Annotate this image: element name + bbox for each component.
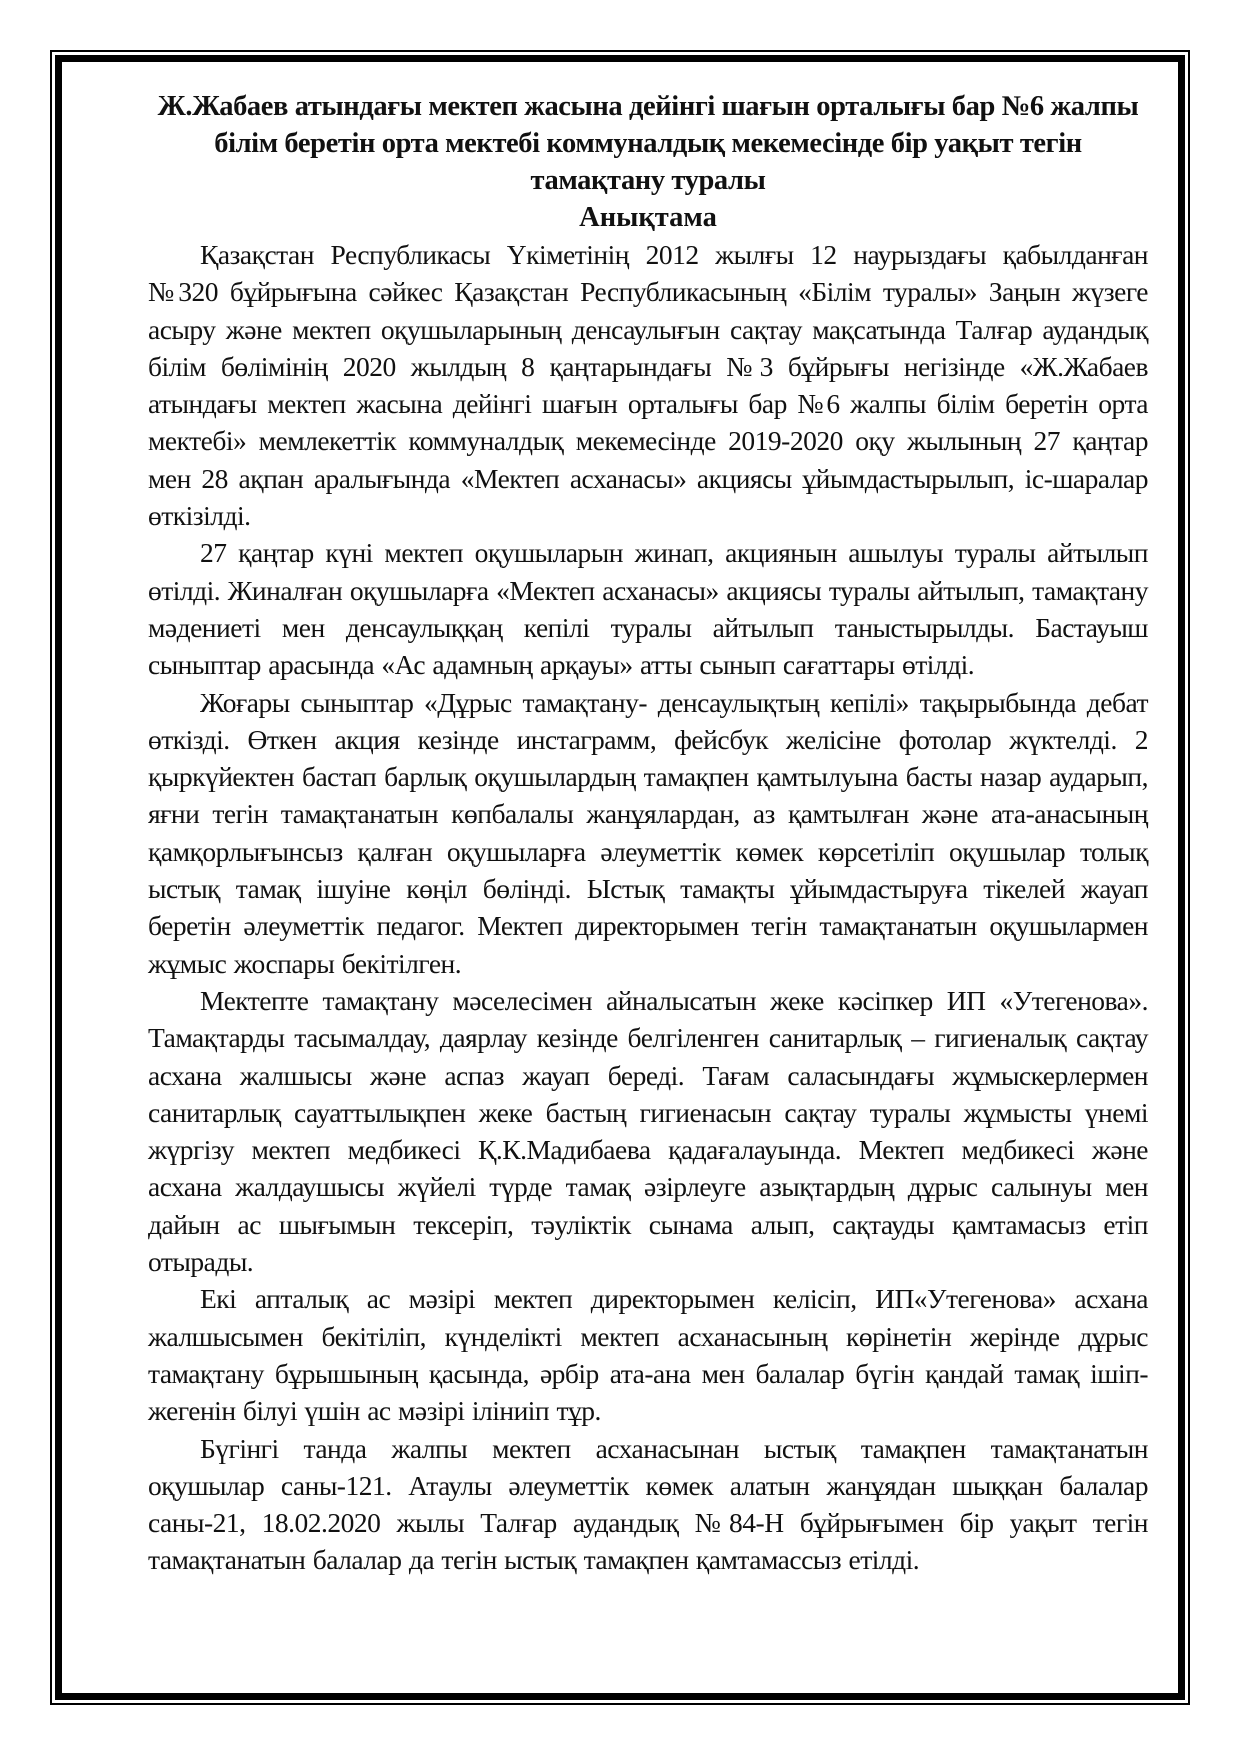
paragraph-4: Мектепте тамақтану мәселесімен айналысатын жеке кәсіпкер ИП «Утегенова». Тамақтарды тасымалдау, даярлау кезінде белгіленген санитарлық – гигиеналық сақтау асхана жалшысы және аспаз жауап береді. Тағам саласындағы жұмыскерлермен санитарлық сауаттылықпен жеке бастың гигиенасын сақтау туралы жұмысты үнемі жүргізу мектеп медбикесі Қ.К.Мадибаева қадағалауында. Мектеп медбикесі және асхана жалдаушысы жүйелі түрде тамақ әзірлеуге азықтардың дұрыс салынуы мен дайын ас шығымын тексеріп, тәуліктік сынама алып, сақтауды қамтамасыз етіп отырады. <box>148 984 1148 1278</box>
paragraph-5: Екі апталық ас мәзірі мектеп директорымен келісіп, ИП«Утегенова» асхана жалшысымен бекітіліп, күнделікті мектеп асханасының көрінетін жерінде дұрыс тамақтану бұрышының қасында, әрбір ата-ана мен балалар бүгін қандай тамақ ішіп-жегенін білуі үшін ас мәзірі іліниіп тұр. <box>148 1283 1148 1427</box>
paragraph-2: 27 қаңтар күні мектеп оқушыларын жинап, акциянын ашылуы туралы айтылып өтілді. Жиналған оқушыларға «Мектеп асханасы» акциясы туралы айтылып, тамақтану мәдениеті мен денсаулыққаң кепілі туралы айтылып таныстырылды. Бастауыш сыныптар арасында «Ас адамның арқауы» атты сынып сағаттары өтілді. <box>148 537 1148 681</box>
paragraph-6: Бүгінгі танда жалпы мектеп асханасынан ыстық тамақпен тамақтанатын оқушылар саны-121. Атаулы әлеуметтік көмек алатын жанұядан шыққан балалар саны-21, 18.02.2020 жылы Талғар аудандық №84-Н бұйрығымен бір уақыт тегін тамақтанатын балалар да тегін ыстық тамақпен қамтамассыз етілді. <box>148 1432 1148 1576</box>
paragraph-1: Қазақстан Республикасы Үкіметінің 2012 жылғы 12 наурыздағы қабылданған №320 бұйрығына сәйкес Қазақстан Республикасының «Білім туралы» Заңын жүзеге асыру және мектеп оқушыларының денсаулығын сақтау мақсатында Талғар аудандық білім бөлімінің 2020 жылдың 8 қаңтарындағы №3 бұйрығы негізінде «Ж.Жабаев атындағы мектеп жасына дейінгі шағын орталығы бар №6 жалпы білім беретін орта мектебі» мемлекеттік коммуналдық мекемесінде 2019-2020 оқу жылының 27 қаңтар мен 28 ақпан аралығында «Мектеп асханасы» акциясы ұйымдастырылып, іс-шаралар өткізілді. <box>148 239 1148 532</box>
document-page <box>148 88 1148 1579</box>
paragraph-3: Жоғары сыныптар «Дұрыс тамақтану- денсаулықтың кепілі» тақырыбында дебат өткізді. Өткен акция кезінде инстаграмм, фейсбук желісіне фотолар жүктелді. 2 қыркүйектен бастап барлық оқушылардың тамақпен қамтылуына басты назар аударып, яғни тегін тамақтанатын көпбалалы жанұялардан, аз қамтылған және ата-анасының қамқорлығынсыз қалған оқушыларға әлеуметтік көмек көрсетіліп оқушылар толық ыстық тамақ ішуіне көңіл бөлінді. Ыстық тамақты ұйымдастыруға тікелей жауап беретін әлеуметтік педагог. Мектеп директорымен тегін тамақтанатын оқушылармен жұмыс жоспары бекітілген. <box>148 686 1148 979</box>
document-title: Ж.Жабаев атындағы мектеп жасына дейінгі шағын орталығы бар №6 жалпы білім беретін орта мектебі коммуналдық мекемесінде бір уақыт тегін тамақтану туралы <box>157 91 1139 196</box>
document-subtitle: Анықтама <box>579 202 717 233</box>
